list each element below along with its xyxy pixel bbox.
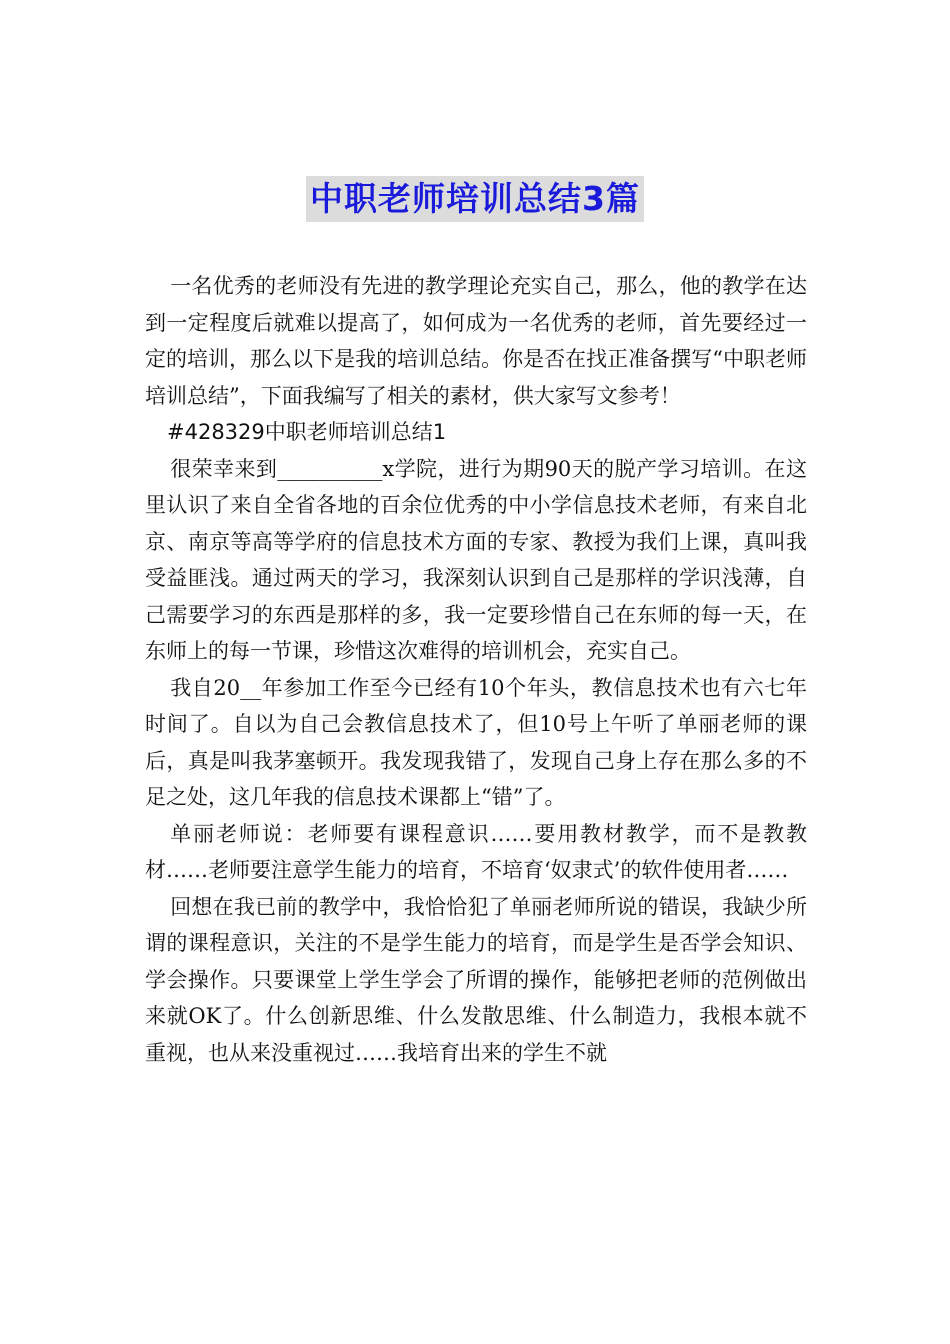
title-container <box>0 176 950 222</box>
section-heading: #428329中职老师培训总结1 <box>167 420 447 444</box>
quote-paragraph: 单丽老师说：老师要有课程意识……要用教材教学，而不是教教材……老师要注意学生能力的培育，不培育‘奴隶式’的软件使用者…… <box>145 821 807 882</box>
intro-paragraph: 一名优秀的老师没有先进的教学理论充实自己，那么，他的教学在达到一定程度后就难以提高了，如何成为一名优秀的老师，首先要经过一定的培训，那么以下是我的培训总结。你是否在找正准备撰写“中职老师培训总结”，下面我编写了相关的素材，供大家写文参考！ <box>145 274 807 408</box>
document-body <box>145 268 807 1071</box>
body-paragraph: 我自20__年参加工作至今已经有10个年头，教信息技术也有六七年时间了。自以为自己会教信息技术了，但10号上午听了单丽老师的课后，真是叫我茅塞顿开。我发现我错了，发现自己身上存在那么多的不足之处，这几年我的信息技术课都上“错”了。 <box>145 675 807 809</box>
body-paragraph: 很荣幸来到__________x学院，进行为期90天的脱产学习培训。在这里认识了来自全省各地的百余位优秀的中小学信息技术老师，有来自北京、南京等高等学府的信息技术方面的专家、教授为我们上课，真叫我受益匪浅。通过两天的学习，我深刻认识到自己是那样的学识浅薄，自己需要学习的东西是那样的多，我一定要珍惜自己在东师的每一天，在东师上的每一节课，珍惜这次难得的培训机会，充实自己。 <box>145 456 807 663</box>
body-paragraph: 回想在我已前的教学中，我恰恰犯了单丽老师所说的错误，我缺少所谓的课程意识，关注的不是学生能力的培育，而是学生是否学会知识、学会操作。只要课堂上学生学会了所谓的操作，能够把老师的范例做出来就OK了。什么创新思维、什么发散思维、什么制造力，我根本就不重视，也从来没重视过……我培育出来的学生不就 <box>145 894 807 1065</box>
document-title: 中职老师培训总结3篇 <box>306 176 644 222</box>
